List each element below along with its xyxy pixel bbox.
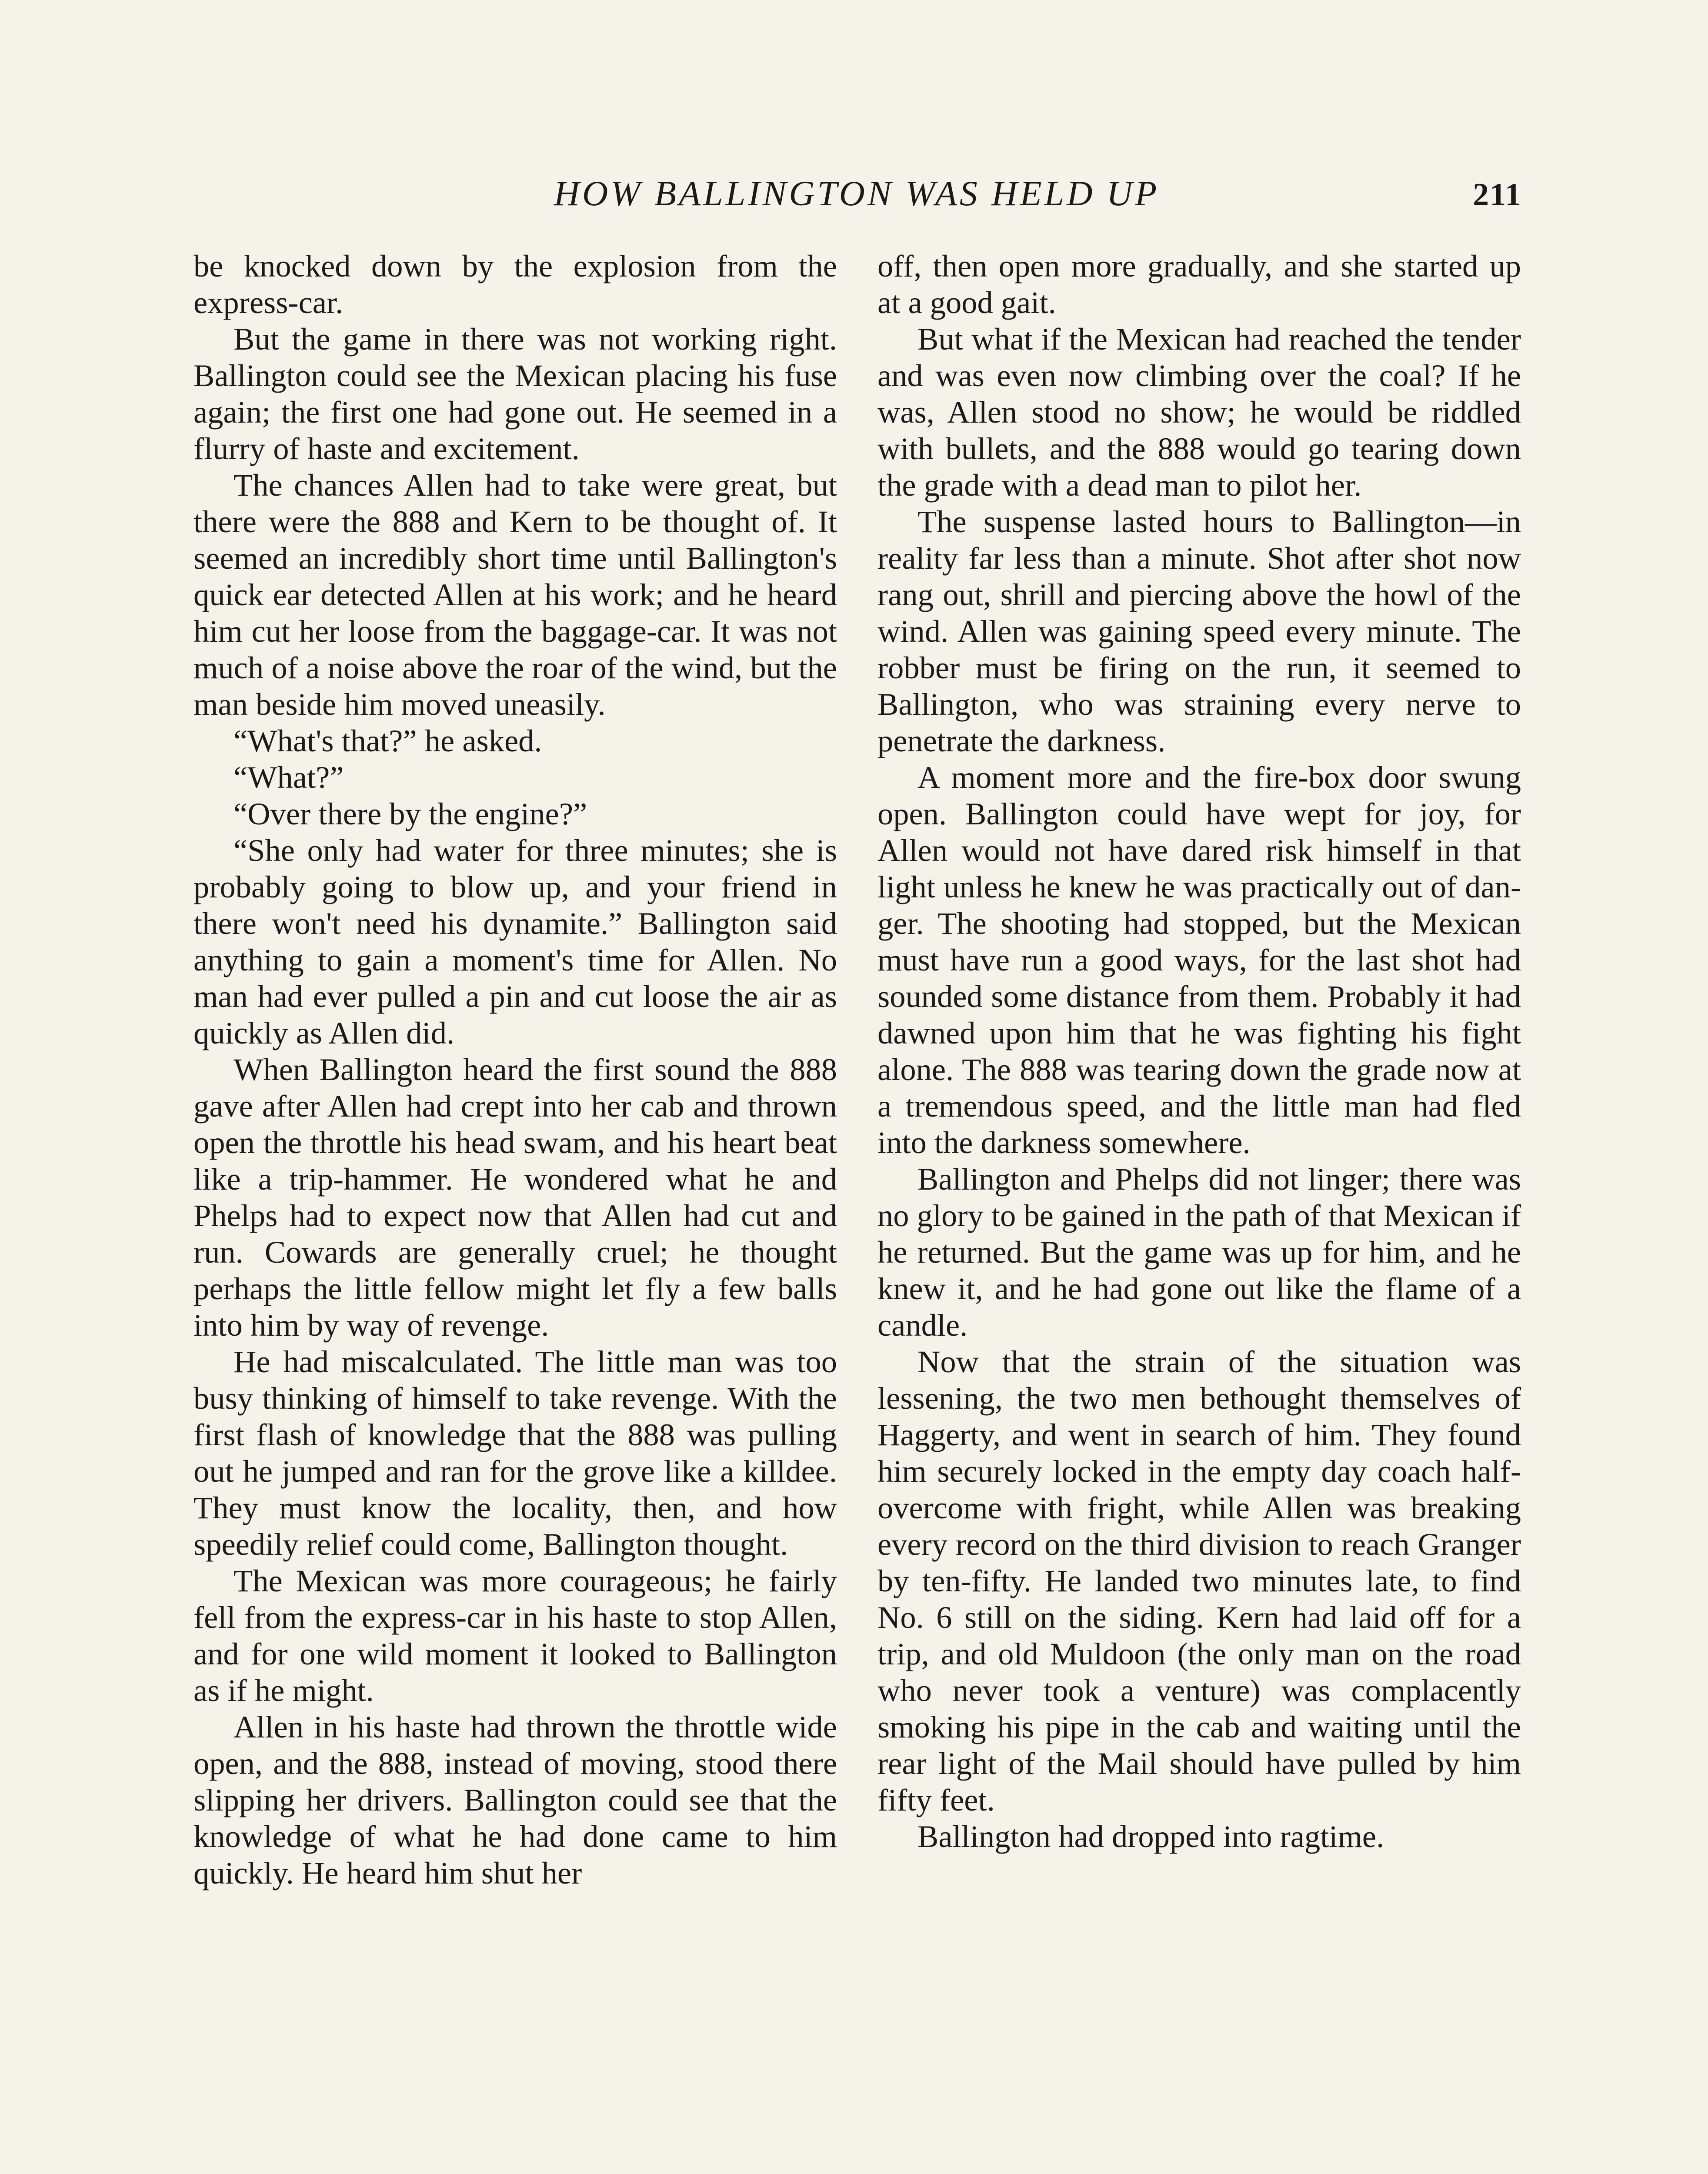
- running-head: [191, 170, 1522, 222]
- page-number: 211: [1473, 177, 1522, 213]
- left-column: [193, 248, 837, 1891]
- paragraph: A moment more and the fire-box door swung open. Ballington could have wept for joy, for Allen would not have dared risk himself in that light unless he knew he was practically out of danger. The shooting had stopped, but the Mexican must have run a good ways, for the last shot had sounded some distance from them. Probably it had dawned upon him that he was fighting his fight alone. The 888 was tearing down the grade now at a tremendous speed, and the little man had fled into the darkness somewhere.: [877, 760, 1521, 1160]
- paragraph: The suspense lasted hours to Ballington—in reality far less than a minute. Shot after shot now rang out, shrill and piercing above the howl of the wind. Allen was gaining speed every minute. The robber must be firing on the run, it seemed to Ballington, who was straining every nerve to penetrate the darkness.: [877, 504, 1521, 758]
- paragraph: “She only had water for three minutes; she is probably going to blow up, and your friend in there won't need his dynamite.” Ballington said anything to gain a moment's time for Allen. No man had ever pulled a pin and cut loose the air as quickly as Allen did.: [193, 833, 837, 1050]
- right-column: [877, 248, 1521, 1855]
- running-title: HOW BALLINGTON WAS HELD UP: [554, 173, 1160, 213]
- paragraph: “What?”: [234, 760, 344, 795]
- paragraph: But the game in there was not working right. Ballington could see the Mexican placing his fuse again; the first one had gone out. He seemed in a flurry of haste and excitement.: [193, 321, 837, 466]
- paragraph: The chances Allen had to take were great, but there were the 888 and Kern to be thought of. It seemed an incredibly short time until Ballington's quick ear detected Allen at his work; and he heard him cut her loose from the baggage-car. It was not much of a noise above the roar of the wind, but the man beside him moved uneasily.: [193, 467, 837, 722]
- paragraph: When Ballington heard the first sound the 888 gave after Allen had crept into her cab and thrown open the throttle his head swam, and his heart beat like a trip-hammer. He wondered what he and Phelps had to expect now that Allen had cut and run. Cowards are generally cruel; he thought perhaps the little fellow might let fly a few balls into him by way of revenge.: [193, 1052, 837, 1343]
- paragraph: “Over there by the engine?”: [234, 796, 587, 831]
- paragraph: “What's that?” he asked.: [234, 723, 542, 758]
- paragraph: Now that the strain of the situation was lessening, the two men bethought themselves of Haggerty, and went in search of him. They found him securely locked in the empty day coach half-overcome with fright, while Allen was breaking every record on the third division to reach Granger by ten-fifty. He landed two minutes late, to find No. 6 still on the siding. Kern had laid off for a trip, and old Muldoon (the only man on the road who never took a venture) was complacently smoking his pipe in the cab and waiting until the rear light of the Mail should have pulled by him fifty feet.: [877, 1344, 1521, 1817]
- paragraph: He had miscalculated. The little man was too busy thinking of himself to take revenge. With the first flash of knowledge that the 888 was pulling out he jumped and ran for the grove like a killdee. They must know the locality, then, and how speedily relief could come, Ballington thought.: [193, 1344, 837, 1562]
- paragraph: Allen in his haste had thrown the throttle wide open, and the 888, instead of moving, stood there slipping her drivers. Ballington could see that the knowledge of what he had done came to him quickly. He heard him shut her: [193, 1709, 837, 1891]
- paragraph: off, then open more gradually, and she started up at a good gait.: [877, 248, 1521, 320]
- paragraph: Ballington and Phelps did not linger; there was no glory to be gained in the path of that Mexican if he returned. But the game was up for him, and he knew it, and he had gone out like the flame of a candle.: [877, 1161, 1521, 1343]
- paragraph: The Mexican was more courageous; he fairly fell from the express-car in his haste to stop Allen, and for one wild moment it looked to Ballington as if he might.: [193, 1563, 837, 1708]
- paragraph: But what if the Mexican had reached the tender and was even now climbing over the coal? If he was, Allen stood no show; he would be riddled with bullets, and the 888 would go tearing down the grade with a dead man to pilot her.: [877, 321, 1521, 503]
- paragraph: Ballington had dropped into ragtime.: [917, 1819, 1384, 1854]
- paragraph: be knocked down by the explosion from the express-car.: [193, 248, 837, 320]
